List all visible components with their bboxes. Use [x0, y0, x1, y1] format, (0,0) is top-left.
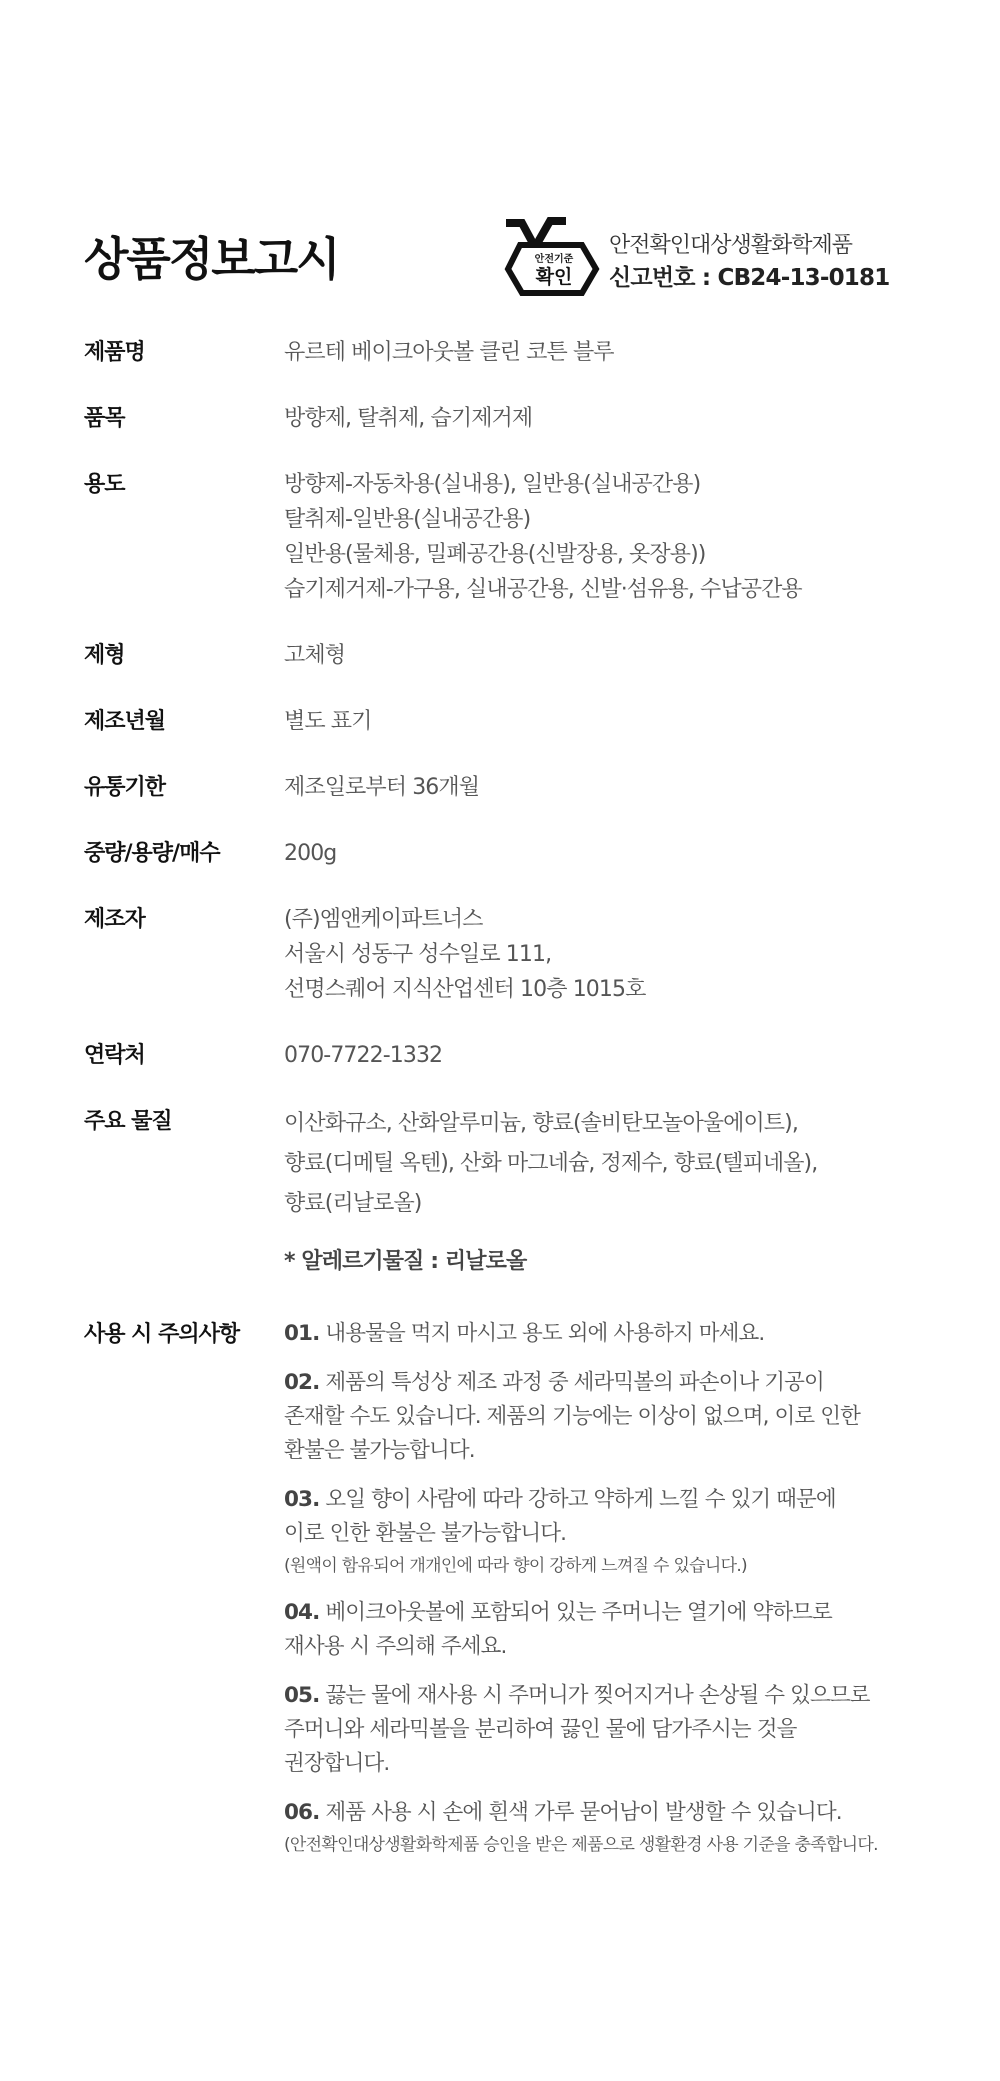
caution-text: 오일 향이 사람에 따라 강하고 약하게 느낄 수 있기 때문에	[325, 1487, 836, 1512]
caution-number: 01.	[284, 1321, 320, 1346]
caution-number: 04.	[284, 1600, 320, 1625]
row-form	[84, 638, 916, 704]
caution-note: (안전확인대상생활화학제품 승인을 받은 제품으로 생활환경 사용 기준을 충족합니다.	[284, 1835, 878, 1855]
caution-item	[284, 1317, 916, 1351]
caution-number: 06.	[284, 1800, 320, 1825]
weight-value: 200g	[284, 841, 337, 866]
ingredient-line: 향료(리날로올)	[284, 1191, 422, 1216]
usage-value	[284, 467, 916, 607]
row-mfg-date	[84, 704, 916, 770]
caution-text: 베이크아웃볼에 포함되어 있는 주머니는 열기에 약하므로	[325, 1600, 832, 1625]
caution-note: (원액이 함유되어 개개인에 따라 향이 강하게 느껴질 수 있습니다.)	[284, 1556, 747, 1576]
row-category	[84, 401, 916, 467]
row-product-name	[84, 335, 916, 401]
manufacturer-address: 선명스퀘어 지식산업센터 10층 1015호	[284, 977, 646, 1002]
row-manufacturer	[84, 902, 916, 1038]
caution-text: 권장합니다.	[284, 1751, 390, 1776]
form-value: 고체형	[284, 643, 346, 668]
cautions-list	[284, 1317, 916, 1860]
manufacturer-value	[284, 902, 916, 1007]
safety-check-mark-icon	[504, 215, 600, 299]
expiry-value: 제조일로부터 36개월	[284, 775, 480, 800]
caution-item	[284, 1483, 916, 1581]
manufacturer-address: 서울시 성동구 성수일로 111,	[284, 942, 552, 967]
cert-badge-main-text: 확인	[535, 266, 573, 288]
category-label: 품목	[84, 406, 125, 431]
row-ingredients	[84, 1104, 916, 1317]
usage-line: 탈취제-일반용(실내공간용)	[284, 507, 531, 532]
caution-text: 주머니와 세라믹볼을 분리하여 끓인 물에 담가주시는 것을	[284, 1717, 797, 1742]
product-name-label: 제품명	[84, 340, 145, 365]
mfg-date-label: 제조년월	[84, 709, 166, 734]
caution-number: 05.	[284, 1683, 320, 1708]
header	[84, 205, 916, 305]
ingredients-value	[284, 1104, 916, 1282]
cert-badge-top-text: 안전기준	[534, 254, 574, 265]
ingredient-line: 이산화규소, 산화알루미늄, 향료(솔비탄모놀아울에이트),	[284, 1111, 798, 1136]
cert-category: 안전확인대상생활화학제품	[609, 233, 853, 258]
caution-text: 끓는 물에 재사용 시 주머니가 찢어지거나 손상될 수 있으므로	[325, 1683, 870, 1708]
product-name-value: 유르테 베이크아웃볼 클린 코튼 블루	[284, 340, 614, 365]
caution-item	[284, 1679, 916, 1781]
caution-text: 환불은 불가능합니다.	[284, 1438, 475, 1463]
row-usage	[84, 467, 916, 638]
weight-label: 중량/용량/매수	[84, 841, 220, 866]
manufacturer-name: (주)엠앤케이파트너스	[284, 907, 483, 932]
row-weight	[84, 836, 916, 902]
caution-number: 03.	[284, 1487, 320, 1512]
info-table	[84, 335, 916, 1860]
caution-text: 제품 사용 시 손에 흰색 가루 묻어남이 발생할 수 있습니다.	[325, 1800, 842, 1825]
row-cautions	[84, 1317, 916, 1860]
usage-line: 방향제-자동차용(실내용), 일반용(실내공간용)	[284, 472, 701, 497]
expiry-label: 유통기한	[84, 775, 166, 800]
form-label: 제형	[84, 643, 125, 668]
caution-text: 내용물을 먹지 마시고 용도 외에 사용하지 마세요.	[325, 1321, 765, 1346]
mfg-date-value: 별도 표기	[284, 709, 372, 734]
safety-certification	[504, 215, 916, 305]
caution-text: 제품의 특성상 제조 과정 중 세라믹볼의 파손이나 기공이	[325, 1370, 824, 1395]
cert-report-number: 신고번호 : CB24-13-0181	[609, 265, 890, 291]
caution-item	[284, 1796, 916, 1860]
caution-text: 이로 인한 환불은 불가능합니다.	[284, 1521, 567, 1546]
cautions-label: 사용 시 주의사항	[84, 1322, 240, 1347]
page-title: 상품정보고시	[84, 232, 339, 286]
caution-number: 02.	[284, 1370, 320, 1395]
ingredients-label: 주요 물질	[84, 1109, 172, 1134]
contact-value: 070-7722-1332	[284, 1043, 443, 1068]
ingredient-line: 향료(디메틸 옥텐), 산화 마그네슘, 정제수, 향료(텔피네올),	[284, 1151, 818, 1176]
usage-label: 용도	[84, 472, 125, 497]
caution-item	[284, 1596, 916, 1664]
usage-line: 습기제거제-가구용, 실내공간용, 신발·섬유용, 수납공간용	[284, 577, 802, 602]
caution-item	[284, 1366, 916, 1468]
usage-line: 일반용(물체용, 밀폐공간용(신발장용, 옷장용))	[284, 542, 706, 567]
row-contact	[84, 1038, 916, 1104]
row-expiry	[84, 770, 916, 836]
allergy-note: * 알레르기물질 : 리날로올	[284, 1249, 527, 1274]
category-value: 방향제, 탈취제, 습기제거제	[284, 406, 533, 431]
caution-text: 존재할 수도 있습니다. 제품의 기능에는 이상이 없으며, 이로 인한	[284, 1404, 860, 1429]
caution-text: 재사용 시 주의해 주세요.	[284, 1634, 507, 1659]
contact-label: 연락처	[84, 1043, 145, 1068]
cert-text	[609, 231, 889, 295]
manufacturer-label: 제조자	[84, 907, 145, 932]
